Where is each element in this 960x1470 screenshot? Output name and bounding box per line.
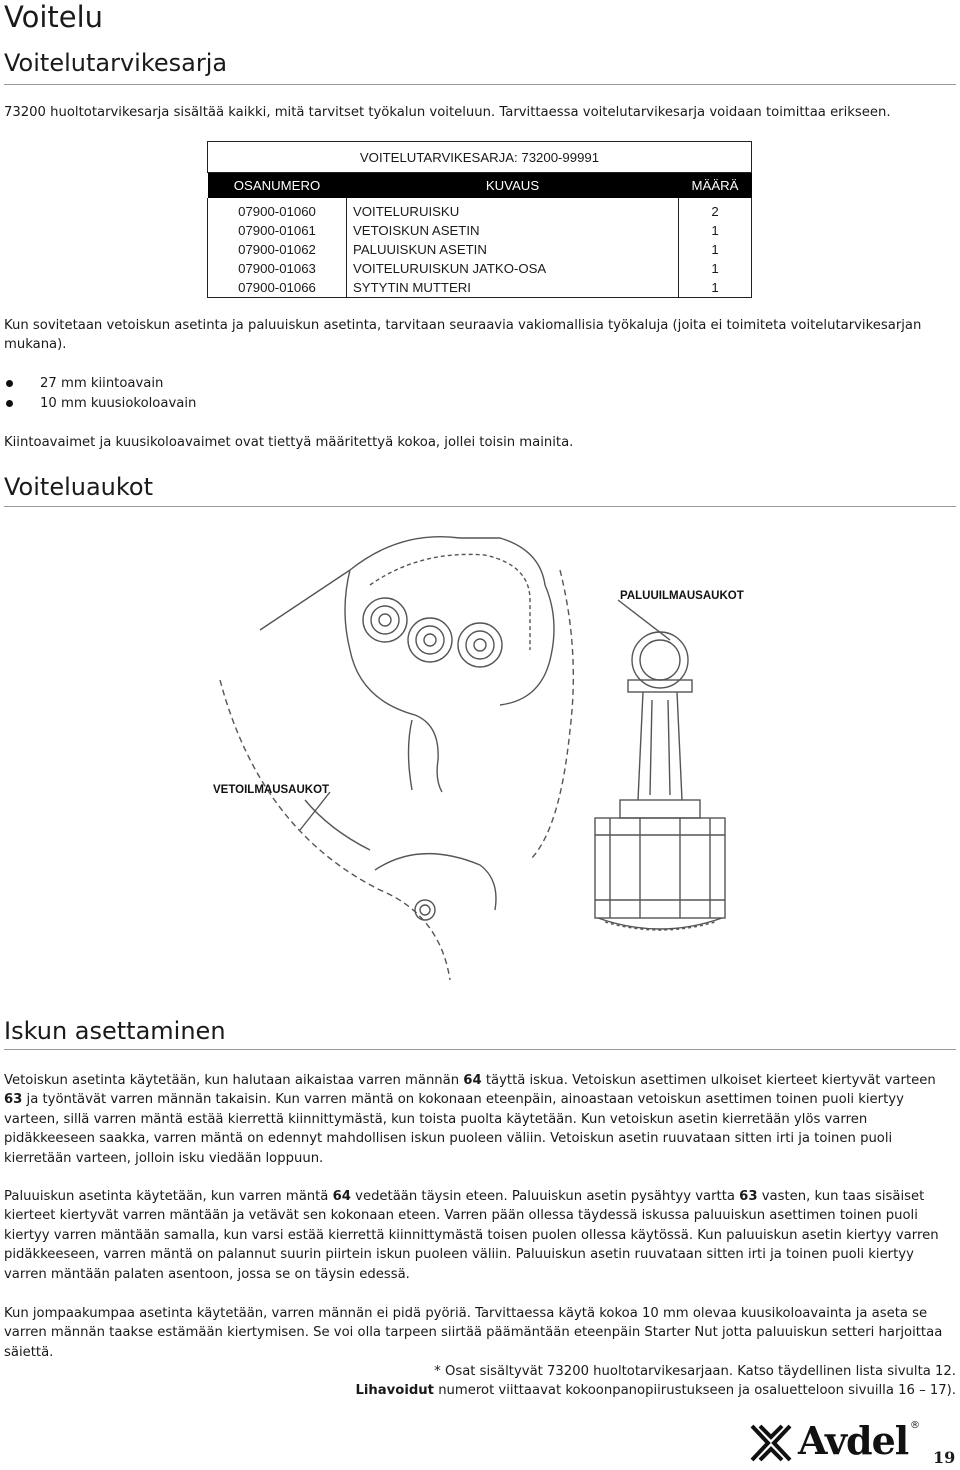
divider (4, 1049, 956, 1050)
table-row (208, 198, 752, 221)
part-number: 07900-01060 (208, 198, 347, 221)
description: VOITELURUISKUN JATKO-OSA (347, 259, 679, 278)
tools-list (0, 374, 196, 414)
tools-note: Kiintoavaimet ja kuusikoloavaimet ovat tiettyä määritettyä kokoa, jollei toisin mainita. (4, 435, 574, 450)
description: VOITELURUISKU (347, 198, 679, 221)
part-number: 07900-01063 (208, 259, 347, 278)
quantity: 1 (679, 221, 752, 240)
table-row (208, 240, 752, 259)
kit-table-caption: VOITELUTARVIKESARJA: 73200-99991 (208, 142, 752, 173)
quantity: 2 (679, 198, 752, 221)
list-item (0, 394, 196, 414)
bullet-icon (6, 400, 13, 407)
table-row (208, 221, 752, 240)
description: VETOISKUN ASETIN (347, 221, 679, 240)
quantity: 1 (679, 259, 752, 278)
divider (4, 506, 956, 507)
quantity: 1 (679, 240, 752, 259)
kit-table (207, 141, 752, 298)
part-number: 07900-01062 (208, 240, 347, 259)
part-number: 07900-01061 (208, 221, 347, 240)
table-row (208, 259, 752, 278)
tools-intro: Kun sovitetaan vetoiskun asetinta ja paluuiskun asetinta, tarvitaan seuraavia vakiomallisia työkaluja (joita ei toimiteta voitelutarvikesarjan mukana). (4, 318, 922, 353)
table-row (208, 278, 752, 298)
footnote-kit: * Osat sisältyvät 73200 huoltotarvikesarjaan. Katso täydellinen lista sivulta 12. (434, 1364, 956, 1379)
divider (4, 84, 956, 85)
description: PALUUISKUN ASETIN (347, 240, 679, 259)
section-title-kit: Voitelutarvikesarja (4, 49, 228, 77)
kit-intro: 73200 huoltotarvikesarja sisältää kaikki, mitä tarvitset työkalun voiteluun. Tarvittaessa voitelutarvikesarja voidaan toimittaa erikseen. (4, 105, 891, 120)
avdel-mark-icon (748, 1422, 794, 1464)
page-number: 19 (933, 1448, 956, 1467)
avdel-logo: Avdel ® (748, 1420, 918, 1466)
description: SYTYTIN MUTTERI (347, 278, 679, 298)
paragraph-usage-note: Kun jompaakumpaa asetinta käytetään, varren männän ei pidä pyöriä. Tarvittaessa käytä kokoa 10 mm olevaa kuusikoloavainta ja aseta se varren männän taakse estämään kiertymisen. Se voi olla tarpeen siirtää päämäntään eteenpäin Starter Nut jotta paluuiskun setteri harjoittaa säiettä. (4, 1306, 943, 1360)
footnote-bold-numbers: Lihavoidut numerot viittaavat kokoonpanopiirustukseen ja osaluetteloon sivuilla 16 – 17). (355, 1383, 956, 1398)
tool-label: 10 mm kuusiokoloavain (40, 396, 197, 411)
section-title-lube-ports: Voiteluaukot (4, 473, 154, 501)
list-item (0, 374, 196, 394)
paragraph-return-setter: Paluuiskun asetinta käytetään, kun varren mäntä 64 vedetään täysin eteen. Paluuiskun asetin pysähtyy vartta 63 vasten, kun taas sisäiset kierteet kiertyvät varren mäntään ja vetävät sen kokonaan eteen. Varren pään ollessa täydessä iskussa paluuiskun asettimen toinen puoli kiertyy varren mäntään samalla, kun varsi estää kierrettä kiinnittymästä toisen puolen ollessa käytössä. Kun paluuiskun asetin kiertyy varren pidäkkeeseen, varren mäntä on palannut suurin piirtein iskun puoleen väliin. Paluuiskun asetin ruuvataan sitten irti ja toinen puoli kiertyy varren mäntään palaten asentoon, jossa se on täysin edessä. (4, 1189, 939, 1282)
label-pull-vents: VETOILMAUSAUKOT (213, 784, 330, 796)
label-return-vents: PALUUILMAUSAUKOT (620, 590, 744, 602)
part-number: 07900-01066 (208, 278, 347, 298)
col-header-quantity: MÄÄRÄ (679, 173, 752, 199)
tool-label: 27 mm kiintoavain (40, 376, 164, 391)
col-header-part-number: OSANUMERO (208, 173, 347, 199)
page-title: Voitelu (4, 0, 104, 34)
bullet-icon (6, 380, 13, 387)
col-header-description: KUVAUS (347, 173, 679, 199)
quantity: 1 (679, 278, 752, 298)
paragraph-pull-setter: Vetoiskun asetinta käytetään, kun halutaan aikaistaa varren männän 64 täyttä iskua. Vetoiskun asettimen ulkoiset kierteet kiertyvät varteen 63 ja työntävät varren männän takaisin. Kun varren mäntä on kokonaan eteenpäin, ainoastaan vetoiskun asettimen toinen puoli kiertyy varteen, sillä varren mäntä estää kierrettä kiinnittymästä, kun toista puolta käytetään. Kun vetoiskun asetin kierretään ylös varren pidäkkeeseen saakka, varren mäntä on edennyt mahdollisen iskun puoleen väliin. Vetoiskun asetin ruuvataan sitten irti ja toinen puoli kierretään varteen, jolloin isku viedään loppuun. (4, 1073, 936, 1166)
section-title-stroke: Iskun asettaminen (4, 1017, 226, 1045)
